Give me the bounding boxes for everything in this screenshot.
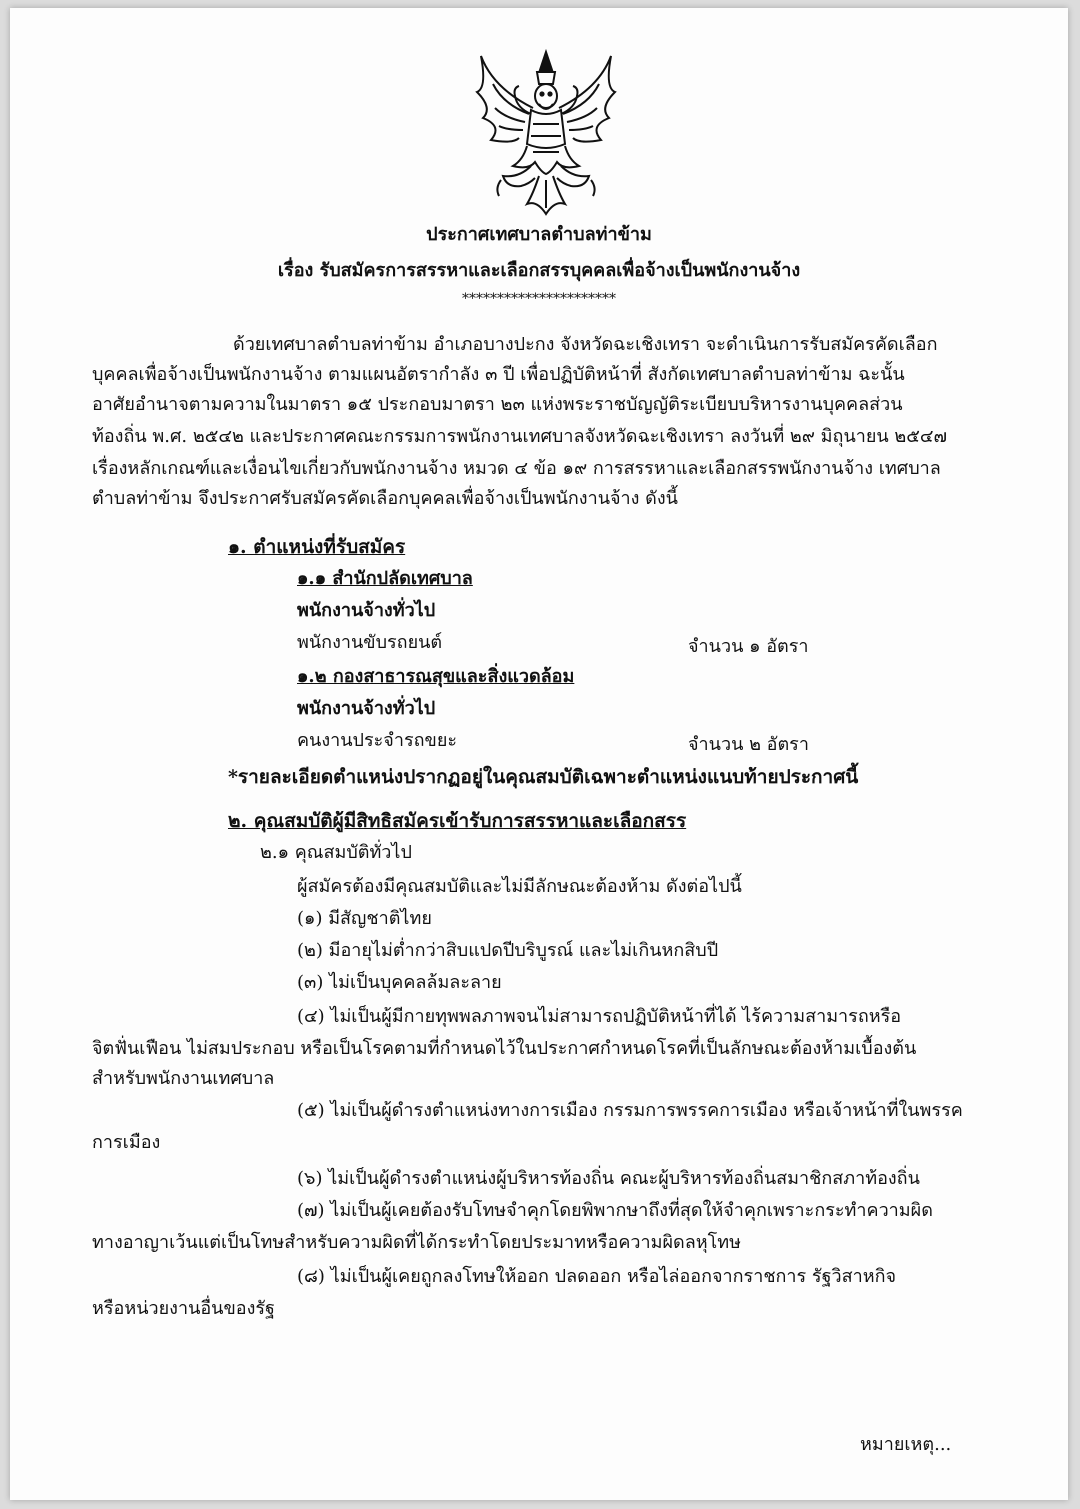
subsection-2-1-title: ๒.๑ คุณสมบัติทั่วไป [260, 842, 412, 863]
qualification-item-continued: หรือหน่วยงานอื่นของรัฐ [92, 1298, 275, 1319]
qualification-item-continued: การเมือง [92, 1132, 161, 1153]
separator-stars: ********************** [462, 291, 616, 307]
qualification-item: (๔) ไม่เป็นผู้มีกายทุพพลภาพจนไม่สามารถปฏิบัติหน้าที่ได้ ไร้ความสามารถหรือ [297, 1006, 902, 1027]
qualification-item: (๘) ไม่เป็นผู้เคยถูกลงโทษให้ออก ปลดออก หรือไล่ออกจากราชการ รัฐวิสาหกิจ [297, 1266, 897, 1287]
intro-line: ตำบลท่าข้าม จึงประกาศรับสมัครคัดเลือกบุคคลเพื่อจ้างเป็นพนักงานจ้าง ดังนี้ [92, 488, 678, 509]
intro-line: บุคคลเพื่อจ้างเป็นพนักงานจ้าง ตามแผนอัตรากำลัง ๓ ปี เพื่อปฏิบัติหน้าที่ สังกัดเทศบาลตำบลท่าข้าม ฉะนั้น [92, 364, 905, 385]
employee-type: พนักงานจ้างทั่วไป [297, 698, 436, 719]
qualification-item: (๗) ไม่เป็นผู้เคยต้องรับโทษจำคุกโดยพิพากษาถึงที่สุดให้จำคุกเพราะกระทำความผิด [297, 1200, 933, 1221]
intro-line: เรื่องหลักเกณฑ์และเงื่อนไขเกี่ยวกับพนักงานจ้าง หมวด ๔ ข้อ ๑๙ การสรรหาและเลือกสรรพนักงานจ้าง เทศบาล [92, 458, 941, 479]
garuda-emblem-icon [473, 48, 619, 218]
position-count: จำนวน ๒ อัตรา [688, 734, 809, 755]
intro-line: อาศัยอำนาจตามความในมาตรา ๑๕ ประกอบมาตรา ๒๓ แห่งพระราชบัญญัติระเบียบบริหารงานบุคคลส่วน [92, 394, 903, 415]
position-details-note: *รายละเอียดตำแหน่งปรากฏอยู่ในคุณสมบัติเฉพาะตำแหน่งแนบท้ายประกาศนี้ [228, 766, 859, 788]
document-page [10, 8, 1068, 1500]
announcement-title: ประกาศเทศบาลตำบลท่าข้าม [426, 224, 652, 245]
qualification-item: (๖) ไม่เป็นผู้ดำรงตำแหน่งผู้บริหารท้องถิ่น คณะผู้บริหารท้องถิ่นสมาชิกสภาท้องถิ่น [297, 1168, 920, 1189]
qualification-item-continued: ทางอาญาเว้นแต่เป็นโทษสำหรับความผิดที่ได้กระทำโดยประมาทหรือความผิดลหุโทษ [92, 1232, 741, 1253]
section-2-heading: ๒. คุณสมบัติผู้มีสิทธิสมัครเข้ารับการสรรหาและเลือกสรร [228, 810, 687, 832]
continuation-marker: หมายเหตุ... [860, 1434, 952, 1455]
position-count: จำนวน ๑ อัตรา [688, 636, 809, 657]
position-name: คนงานประจำรถขยะ [297, 730, 458, 751]
section-1-heading: ๑. ตำแหน่งที่รับสมัคร [228, 536, 406, 558]
qualification-item: (๑) มีสัญชาติไทย [297, 908, 432, 929]
intro-line: ท้องถิ่น พ.ศ. ๒๕๔๒ และประกาศคณะกรรมการพนักงานเทศบาลจังหวัดฉะเชิงเทรา ลงวันที่ ๒๙ มิถุนายน ๒๕๔๗ [92, 426, 948, 447]
qualification-item-continued: สำหรับพนักงานเทศบาล [92, 1068, 275, 1089]
announcement-subject: เรื่อง รับสมัครการสรรหาและเลือกสรรบุคคลเพื่อจ้างเป็นพนักงานจ้าง [277, 260, 801, 281]
qualification-lead: ผู้สมัครต้องมีคุณสมบัติและไม่มีลักษณะต้องห้าม ดังต่อไปนี้ [297, 876, 742, 897]
subsection-1-1-title: ๑.๑ สำนักปลัดเทศบาล [297, 568, 473, 589]
position-name: พนักงานขับรถยนต์ [297, 632, 443, 653]
intro-line: ด้วยเทศบาลตำบลท่าข้าม อำเภอบางปะกง จังหวัดฉะเชิงเทรา จะดำเนินการรับสมัครคัดเลือก [233, 334, 938, 355]
subsection-1-2-title: ๑.๒ กองสาธารณสุขและสิ่งแวดล้อม [297, 666, 575, 687]
qualification-item: (๒) มีอายุไม่ต่ำกว่าสิบแปดปีบริบูรณ์ และไม่เกินหกสิบปี [297, 940, 719, 961]
qualification-item: (๓) ไม่เป็นบุคคลล้มละลาย [297, 972, 502, 993]
qualification-item-continued: จิตฟั่นเฟือน ไม่สมประกอบ หรือเป็นโรคตามที่กำหนดไว้ในประกาศกำหนดโรคที่เป็นลักษณะต้องห้ามเบื้องต้น [92, 1038, 917, 1059]
qualification-item: (๕) ไม่เป็นผู้ดำรงตำแหน่งทางการเมือง กรรมการพรรคการเมือง หรือเจ้าหน้าที่ในพรรค [297, 1100, 963, 1121]
employee-type: พนักงานจ้างทั่วไป [297, 600, 436, 621]
